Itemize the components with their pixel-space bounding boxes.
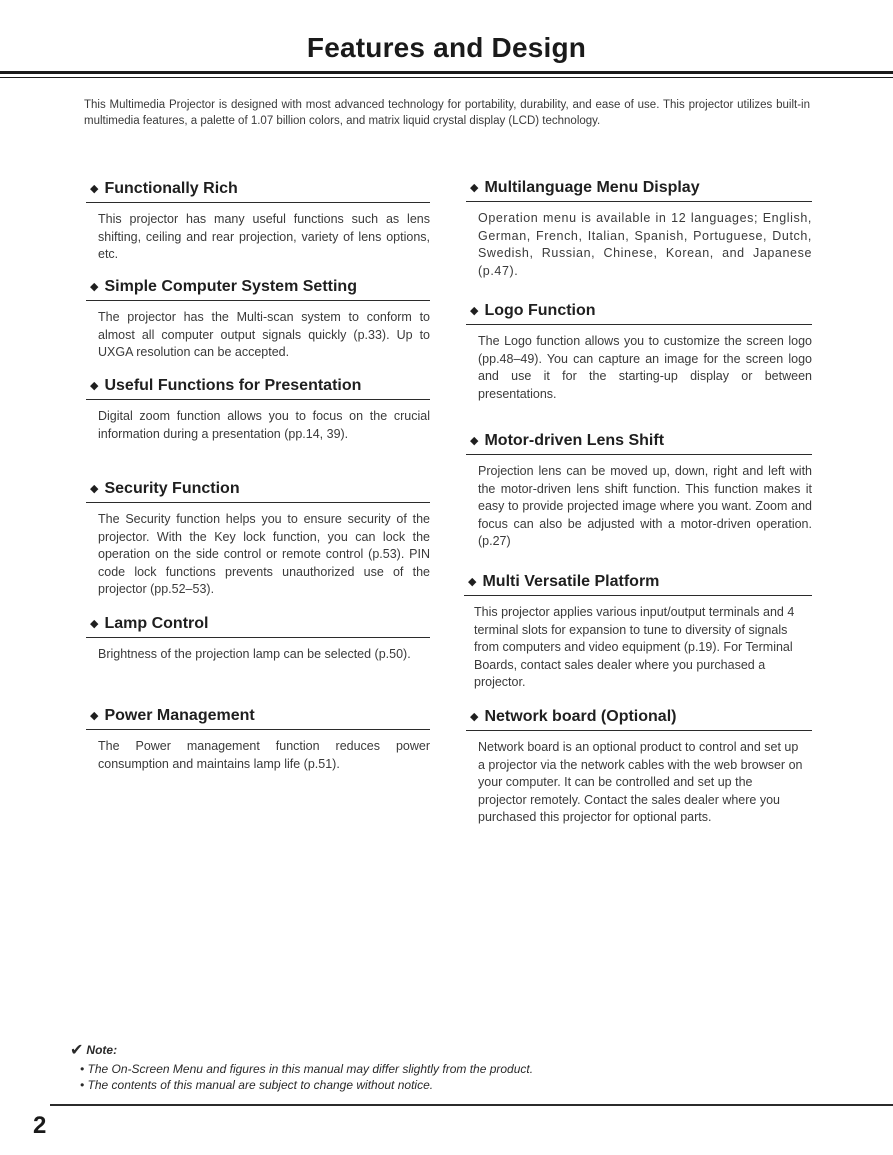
diamond-bullet-icon: ◆ bbox=[470, 710, 479, 723]
note-label bbox=[70, 1040, 117, 1060]
section-heading-text: Motor-driven Lens Shift bbox=[484, 432, 665, 449]
section-heading bbox=[466, 177, 812, 202]
section-heading-text: Functionally Rich bbox=[104, 180, 238, 197]
section-heading bbox=[466, 300, 812, 325]
page-number: 2 bbox=[33, 1112, 47, 1139]
section-body: The Logo function allows you to customize the screen logo (pp.48–49). You can capture an image for the screen logo and use it for the starting-up display or between presentations. bbox=[478, 334, 812, 401]
section-body: Operation menu is available in 12 languages; English, German, French, Italian, Spanish, Portuguese, Dutch, Swedish, Russian, Chinese, Korean, and Japanese (p.47). bbox=[478, 211, 812, 278]
section-simple-computer-system-setting bbox=[86, 276, 430, 362]
section-lamp-control bbox=[86, 613, 430, 664]
diamond-bullet-icon: ◆ bbox=[90, 182, 99, 195]
note-label-text: Note: bbox=[86, 1043, 118, 1057]
section-heading bbox=[466, 430, 812, 455]
title-rule bbox=[0, 71, 893, 74]
section-body: Network board is an optional product to control and set up a projector via the network cables with the web browser on your computer. It can be controlled and set up the projector remotely. Contact the sales dealer where you purchased this projector for optional parts. bbox=[478, 740, 803, 824]
diamond-bullet-icon: ◆ bbox=[90, 482, 99, 495]
section-multi-versatile-platform bbox=[464, 571, 812, 692]
section-body: This projector applies various input/output terminals and 4 terminal slots for expansion to tune to diversity of signals from computers and video equipment (p.19). For Terminal Boards, contact sales dealer where you purchased a projector. bbox=[474, 605, 795, 689]
checkmark-icon: ✔ bbox=[70, 1042, 84, 1059]
section-heading-text: Power Management bbox=[104, 707, 255, 724]
section-heading-text: Security Function bbox=[104, 480, 240, 497]
section-body: The Security function helps you to ensure security of the projector. With the Key lock function, you can lock the operation on the side control or remote control (p.53). PIN code lock functions prevents unauthorized use of the projector (pp.52–53). bbox=[98, 512, 430, 596]
section-network-board bbox=[466, 706, 812, 827]
section-motor-driven-lens-shift bbox=[466, 430, 812, 551]
diamond-bullet-icon: ◆ bbox=[90, 379, 99, 392]
section-heading bbox=[86, 705, 430, 730]
section-body: The projector has the Multi-scan system to conform to almost all computer output signals quickly (p.33). Up to UXGA resolution can be accepted. bbox=[98, 310, 430, 359]
note-item: • The contents of this manual are subject to change without notice. bbox=[80, 1078, 434, 1092]
section-useful-functions-for-presentation bbox=[86, 375, 430, 443]
diamond-bullet-icon: ◆ bbox=[470, 304, 479, 317]
section-body: The Power management function reduces power consumption and maintains lamp life (p.51). bbox=[98, 739, 430, 771]
section-heading-text: Multi Versatile Platform bbox=[482, 573, 660, 590]
section-body: Brightness of the projection lamp can be selected (p.50). bbox=[98, 647, 411, 661]
section-heading-text: Useful Functions for Presentation bbox=[104, 377, 362, 394]
section-heading bbox=[466, 706, 812, 731]
section-security-function bbox=[86, 478, 430, 599]
section-heading-text: Simple Computer System Setting bbox=[104, 278, 357, 295]
section-heading-text: Network board (Optional) bbox=[484, 708, 677, 725]
section-multilanguage-menu-display bbox=[466, 177, 812, 280]
section-heading-text: Lamp Control bbox=[104, 615, 209, 632]
note-list bbox=[80, 1061, 533, 1093]
note-item: • The On-Screen Menu and figures in this manual may differ slightly from the product. bbox=[80, 1062, 534, 1076]
title-rule-thin bbox=[0, 77, 893, 78]
section-heading-text: Logo Function bbox=[484, 302, 596, 319]
section-body: Projection lens can be moved up, down, right and left with the motor-driven lens shift function. This function makes it easy to provide projected image where you want. Zoom and focus can also be adjusted with a motor-driven operation. (p.27) bbox=[478, 464, 812, 548]
diamond-bullet-icon: ◆ bbox=[468, 575, 477, 588]
section-heading-text: Multilanguage Menu Display bbox=[484, 179, 700, 196]
intro-paragraph: This Multimedia Projector is designed with most advanced technology for portability, durability, and ease of use. This projector utilizes built-in multimedia features, a palette of 1.07 billion colors, and matrix liquid crystal display (LCD) technology. bbox=[84, 99, 810, 127]
section-logo-function bbox=[466, 300, 812, 403]
section-functionally-rich bbox=[86, 178, 430, 264]
diamond-bullet-icon: ◆ bbox=[90, 280, 99, 293]
section-heading bbox=[86, 276, 430, 301]
section-heading bbox=[86, 375, 430, 400]
diamond-bullet-icon: ◆ bbox=[90, 617, 99, 630]
page-title: Features and Design bbox=[306, 32, 587, 63]
footer-rule bbox=[50, 1104, 893, 1106]
section-body: This projector has many useful functions such as lens shifting, ceiling and rear projection, variety of lens options, etc. bbox=[98, 212, 430, 261]
section-power-management bbox=[86, 705, 430, 773]
section-body: Digital zoom function allows you to focus on the crucial information during a presentation (pp.14, 39). bbox=[98, 409, 430, 441]
section-heading bbox=[86, 613, 430, 638]
section-heading bbox=[86, 478, 430, 503]
diamond-bullet-icon: ◆ bbox=[470, 434, 479, 447]
section-heading bbox=[86, 178, 430, 203]
diamond-bullet-icon: ◆ bbox=[90, 709, 99, 722]
section-heading bbox=[464, 571, 812, 596]
diamond-bullet-icon: ◆ bbox=[470, 181, 479, 194]
